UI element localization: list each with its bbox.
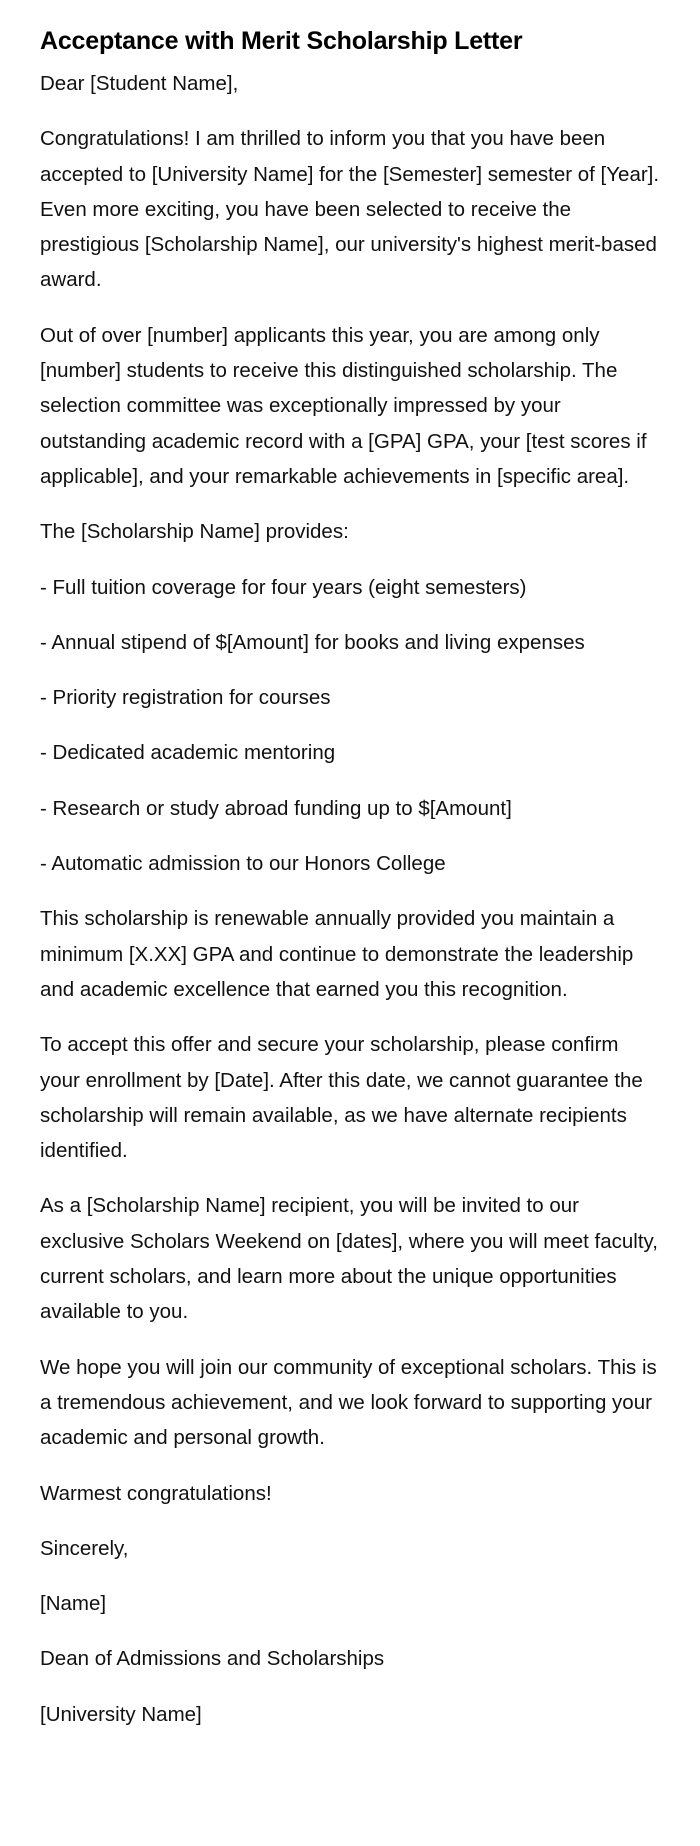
renewal-paragraph: This scholarship is renewable annually provided you maintain a minimum [X.XX] GPA and continue to demonstrate the leadership and academic excellence that earned you this recognition. [40,907,634,1001]
benefit-item: - Dedicated academic mentoring [40,741,336,765]
closing-line: Sincerely, [40,1536,129,1560]
salutation: Dear [Student Name], [40,72,239,95]
benefit-item: - Annual stipend of $[Amount] for books and living expenses [40,630,585,654]
signer-title: Dean of Admissions and Scholarships [40,1647,385,1671]
deadline-paragraph: To accept this offer and secure your scholarship, please confirm your enrollment by [Date]. After this date, we cannot guarantee the scholarship will remain available, as we have alternate recipients identified. [40,1033,643,1163]
letter-title: Acceptance with Merit Scholarship Letter [40,27,523,55]
benefit-item: - Automatic admission to our Honors College [40,852,446,876]
intro-paragraph: Congratulations! I am thrilled to inform you that you have been accepted to [University Name] for the [Semester] semester of [Year]. Even more exciting, you have been selected to receive the prestigious [Scholarship Name], our university's highest merit-based award. [40,127,660,292]
congratulations-line: Warmest congratulations! [40,1481,272,1505]
scholars-weekend-paragraph: As a [Scholarship Name] recipient, you will be invited to our exclusive Scholars Weekend on [dates], where you will meet faculty, current scholars, and learn more about the unique opportunities available to you. [40,1194,658,1324]
benefit-item: - Research or study abroad funding up to $[Amount] [40,796,512,820]
signer-organization: [University Name] [40,1702,202,1726]
signer-name: [Name] [40,1592,107,1616]
benefit-item: - Full tuition coverage for four years (eight semesters) [40,575,527,599]
benefit-item: - Priority registration for courses [40,686,331,710]
provides-intro: The [Scholarship Name] provides: [40,520,349,544]
community-paragraph: We hope you will join our community of exceptional scholars. This is a tremendous achievement, and we look forward to supporting your academic and personal growth. [40,1355,657,1450]
selection-paragraph: Out of over [number] applicants this year, you are among only [number] students to receive this distinguished scholarship. The selection committee was exceptionally impressed by your outstanding academic record with a [GPA] GPA, your [test scores if applicable], and your remarkable achievements in [specific area]. [40,323,647,488]
